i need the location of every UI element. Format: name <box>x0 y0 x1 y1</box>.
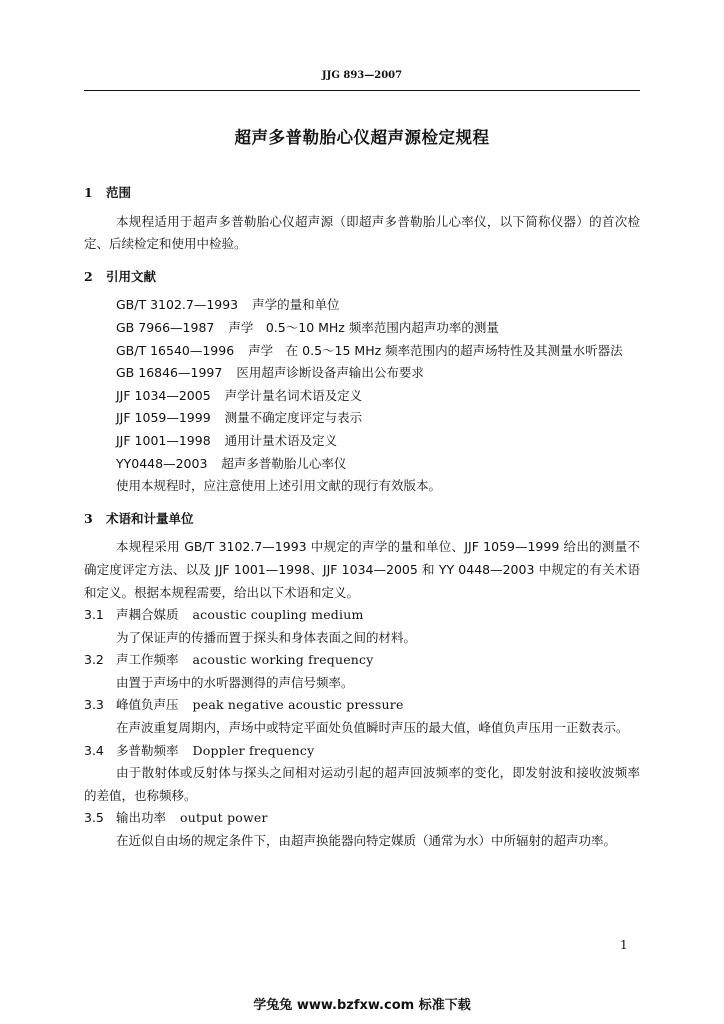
reference-item: GB/T 3102.7—1993 声学的量和单位 <box>116 297 340 313</box>
header-rule <box>84 90 640 91</box>
reference-item: YY0448—2003 超声多普勒胎儿心率仪 <box>116 455 347 471</box>
footer-watermark-text: 学兔兔 www.bzfxw.com 标准下载 <box>253 998 471 1013</box>
term-heading: 3.2 声工作频率 acoustic working frequency <box>84 652 374 668</box>
section-1-heading <box>84 182 640 205</box>
term-heading: 3.1 声耦合媒质 acoustic coupling medium <box>84 607 364 623</box>
term-definition: 在近似自由场的规定条件下，由超声换能器向特定媒质（通常为水）中所辐射的超声功率。 <box>116 833 617 849</box>
page-title: 超声多普勒胎心仪超声源检定规程 <box>234 128 490 147</box>
term-heading: 3.5 输出功率 output power <box>84 810 268 826</box>
section-2-heading <box>84 266 640 289</box>
section-title: 引用文献 <box>106 268 157 284</box>
terms-intro-paragraph: 本规程采用 GB/T 3102.7—1993 中规定的声学的量和单位、JJF 1059—1999 给出的测量不确定度评定方法、以及 JJF 1001—1998、JJF 1034—2005 和 YY 0448—2003 中规定的有关术语和定义。根据本规程需要，给出以下术语和定义。 <box>84 539 640 600</box>
section-title: 术语和计量单位 <box>106 510 194 526</box>
section-number: 2 <box>84 268 93 284</box>
reference-item: JJF 1001—1998 通用计量术语及定义 <box>116 432 338 448</box>
term-definition: 在声波重复周期内，声场中或特定平面处负值瞬时声压的最大值，峰值负声压用一正数表示。 <box>116 720 629 736</box>
reference-item: GB 7966—1987 声学 0.5～10 MHz 频率范围内超声功率的测量 <box>116 319 499 335</box>
document-body <box>84 182 640 853</box>
reference-item: JJF 1034—2005 声学计量名词术语及定义 <box>116 387 363 403</box>
reference-note: 使用本规程时，应注意使用上述引用文献的现行有效版本。 <box>116 478 442 494</box>
standard-code-header: JJG 893—2007 <box>321 70 403 81</box>
term-definition: 为了保证声的传播而置于探头和身体表面之间的材料。 <box>116 629 417 645</box>
reference-item: JJF 1059—1999 测量不确定度评定与表示 <box>116 410 363 426</box>
section-number: 1 <box>84 185 93 200</box>
term-heading: 3.3 峰值负声压 peak negative acoustic pressure <box>84 697 404 713</box>
page-number: 1 <box>620 938 628 952</box>
reference-item: GB 16846—1997 医用超声诊断设备声输出公布要求 <box>116 365 424 381</box>
term-definition: 由于散射体或反射体与探头之间相对运动引起的超声回波频率的变化，即发射波和接收波频率的差值，也称频移。 <box>84 765 640 803</box>
scope-paragraph: 本规程适用于超声多普勒胎心仪超声源（即超声多普勒胎儿心率仪，以下简称仪器）的首次检定、后续检定和使用中检验。 <box>84 213 640 252</box>
term-definition: 由置于声场中的水听器测得的声信号频率。 <box>116 674 354 690</box>
section-3-heading <box>84 508 640 531</box>
term-heading: 3.4 多普勒频率 Doppler frequency <box>84 742 315 758</box>
section-number: 3 <box>84 510 93 526</box>
reference-item: GB/T 16540—1996 声学 在 0.5～15 MHz 频率范围内的超声场特性及其测量水听器法 <box>116 342 623 358</box>
section-title: 范围 <box>106 185 132 200</box>
